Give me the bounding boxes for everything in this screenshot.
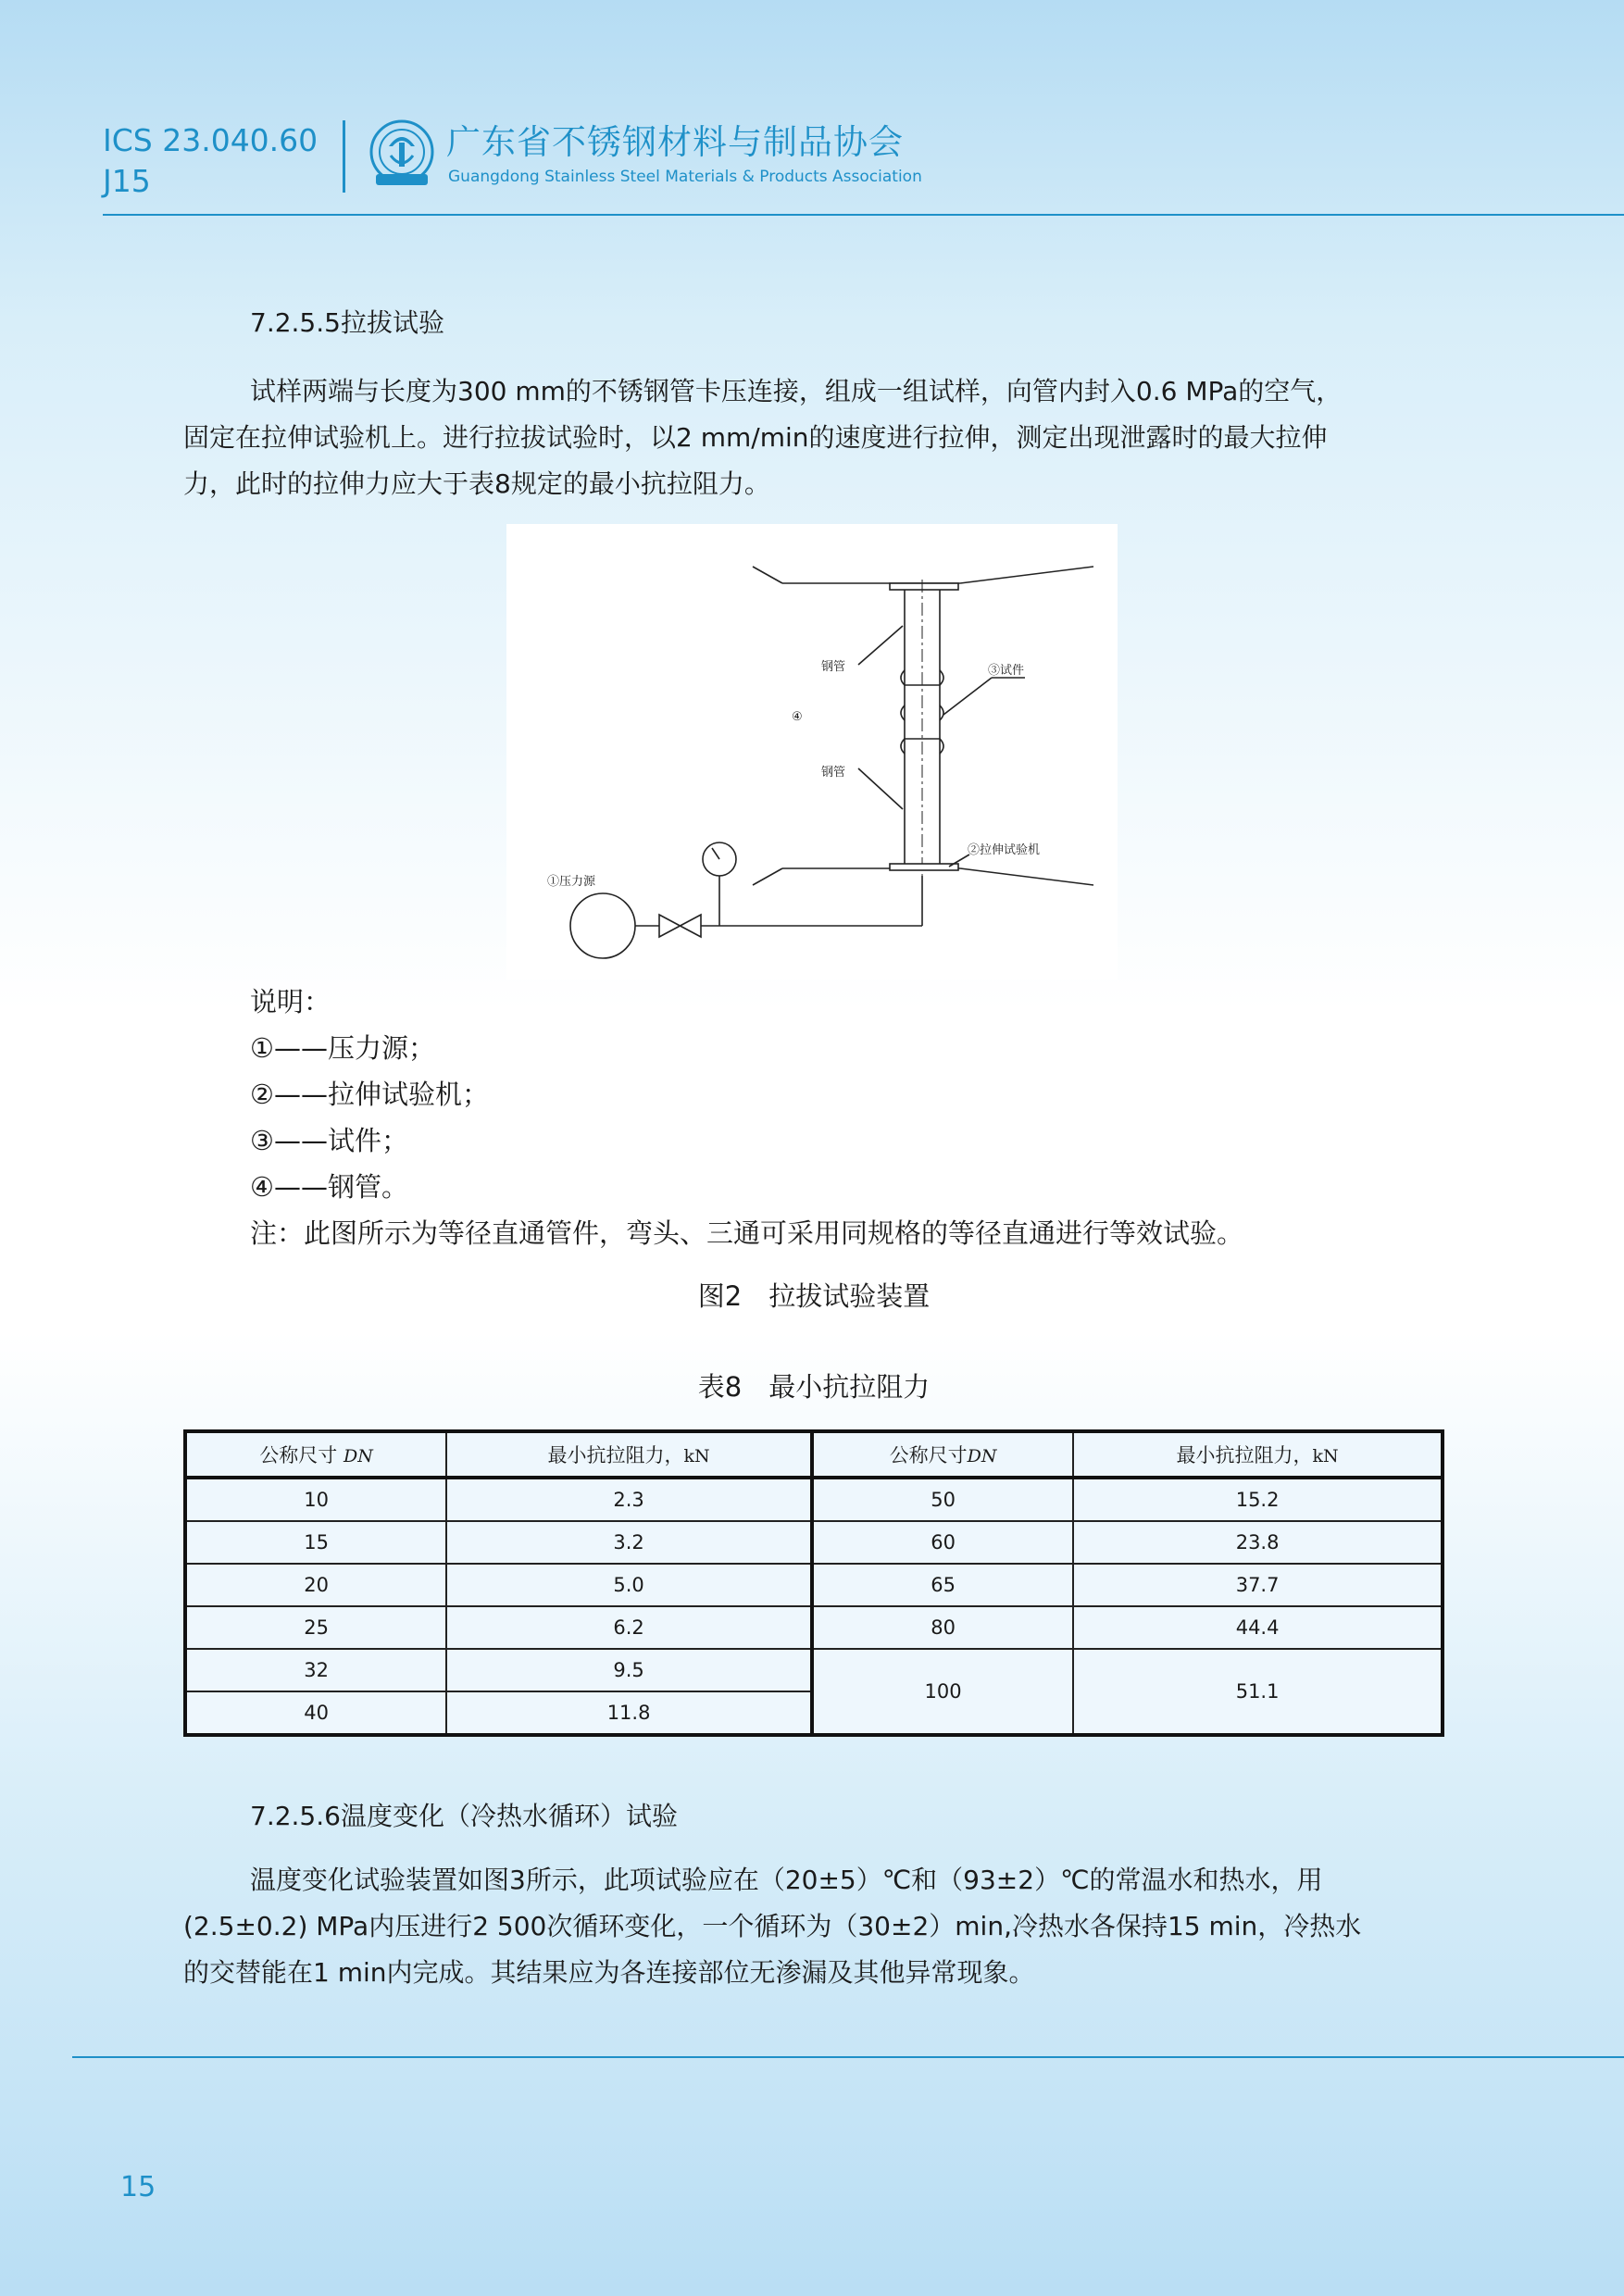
legend-item: ④——钢管。: [250, 1171, 408, 1203]
header-min-resistance: 最小抗拉阻力，kN: [446, 1431, 812, 1478]
header-divider: [343, 120, 345, 193]
table-header-row: [185, 1431, 1443, 1478]
paragraph-line: 温度变化试验装置如图3所示，此项试验应在（20±5）℃和（93±2）℃的常温水和热水，用: [250, 1865, 1323, 1895]
ics-code: ICS 23.040.60: [103, 122, 319, 158]
table-row: [185, 1521, 1443, 1564]
pull-test-diagram: [506, 524, 1118, 980]
cell-force: 23.8: [1073, 1521, 1443, 1564]
cell-dn: 10: [185, 1478, 446, 1521]
table-row: [185, 1478, 1443, 1521]
min-tensile-resistance-table: [183, 1429, 1444, 1737]
cell-dn: 40: [185, 1691, 446, 1735]
paragraph-line: 的交替能在1 min内完成。其结果应为各连接部位无渗漏及其他异常现象。: [183, 1957, 1035, 1988]
cell-dn: 20: [185, 1564, 446, 1606]
cell-force: 15.2: [1073, 1478, 1443, 1521]
figure-legend: [250, 979, 1243, 1256]
cell-force: 5.0: [446, 1564, 812, 1606]
cell-force: 9.5: [446, 1649, 812, 1691]
paragraph-line: 试样两端与长度为300 mm的不锈钢管卡压连接，组成一组试样，向管内封入0.6 MPa的空气，: [250, 376, 1343, 406]
legend-item: ②——拉伸试验机；: [250, 1079, 489, 1110]
cell-force: 11.8: [446, 1691, 812, 1735]
label-tensile-machine: ②拉伸试验机: [968, 842, 1041, 856]
label-specimen: ③试件: [988, 663, 1025, 677]
standard-codes: [103, 120, 318, 202]
footer-rule: [72, 2056, 1624, 2058]
association-logo-icon: [369, 119, 435, 191]
label-pressure-source: ①压力源: [547, 874, 596, 888]
section-heading-temperature-test: 7.2.5.6温度变化（冷热水循环）试验: [250, 1801, 678, 1831]
cell-dn: 100: [812, 1649, 1073, 1735]
pull-test-figure: [506, 524, 1118, 980]
label-marker-4: ④: [792, 709, 803, 723]
section-paragraph-pull-test: [183, 368, 1444, 507]
cell-force: 37.7: [1073, 1564, 1443, 1606]
association-name-cn: 广东省不锈钢材料与制品协会: [446, 122, 904, 162]
table-row: [185, 1606, 1443, 1649]
header-min-resistance: 最小抗拉阻力，kN: [1073, 1431, 1443, 1478]
association-name-en: Guangdong Stainless Steel Materials & Products Association: [448, 168, 922, 186]
cell-dn: 65: [812, 1564, 1073, 1606]
figure-caption: 图2 拉拔试验装置: [697, 1280, 931, 1312]
cell-force: 44.4: [1073, 1606, 1443, 1649]
paragraph-line: 力，此时的拉伸力应大于表8规定的最小抗拉阻力。: [183, 468, 770, 499]
legend-item: ③——试件；: [250, 1125, 408, 1156]
cell-dn: 25: [185, 1606, 446, 1649]
cell-dn: 15: [185, 1521, 446, 1564]
header-nominal-size: 公称尺寸 DN: [185, 1431, 446, 1478]
paragraph-line: 固定在拉伸试验机上。进行拉拔试验时，以2 mm/min的速度进行拉伸，测定出现泄露时的最大拉伸: [183, 422, 1328, 453]
header-nominal-size: 公称尺寸DN: [812, 1431, 1073, 1478]
legend-item: ①——压力源；: [250, 1032, 435, 1064]
cell-force: 2.3: [446, 1478, 812, 1521]
label-steel-pipe-lower: 钢管: [821, 765, 846, 779]
legend-title: 说明：: [250, 986, 331, 1017]
figure-note: 注：此图所示为等径直通管件，弯头、三通可采用同规格的等径直通进行等效试验。: [250, 1217, 1244, 1249]
cell-dn: 80: [812, 1606, 1073, 1649]
section-paragraph-temperature-test: [183, 1857, 1444, 1996]
cell-force: 6.2: [446, 1606, 812, 1649]
cell-force: 51.1: [1073, 1649, 1443, 1735]
cell-dn: 60: [812, 1521, 1073, 1564]
paragraph-line: (2.5±0.2) MPa内压进行2 500次循环变化，一个循环为（30±2）min,冷热水各保持15 min，冷热水: [183, 1911, 1362, 1941]
class-code: J15: [103, 163, 151, 199]
table-row: [185, 1649, 1443, 1691]
header-rule: [103, 214, 1624, 216]
table-caption: 表8 最小抗拉阻力: [697, 1371, 931, 1403]
page-number: 15: [120, 2171, 156, 2203]
cell-dn: 50: [812, 1478, 1073, 1521]
cell-force: 3.2: [446, 1521, 812, 1564]
cell-dn: 32: [185, 1649, 446, 1691]
section-heading-pull-test: 7.2.5.5拉拔试验: [250, 307, 444, 338]
table-row: [185, 1564, 1443, 1606]
label-steel-pipe-upper: 钢管: [821, 659, 846, 673]
